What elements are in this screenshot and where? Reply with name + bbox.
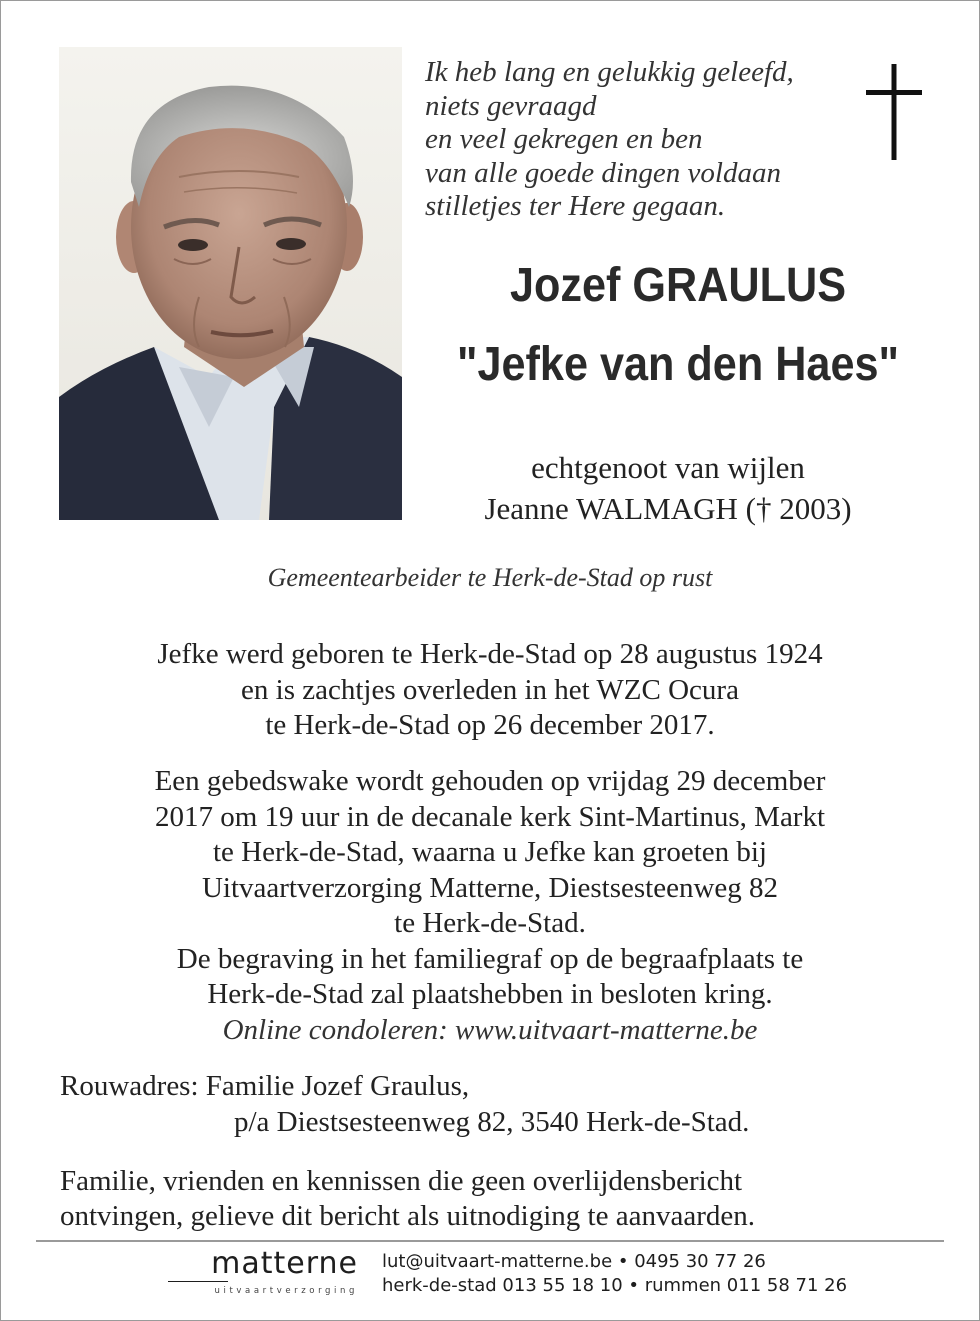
poem (425, 56, 865, 224)
ceremony-line: De begraving in het familiegraf op de begraafplaats te (176, 942, 804, 975)
ceremony-line: te Herk-de-Stad. (394, 907, 586, 939)
birth-paragraph (0, 637, 980, 744)
notice-line: ontvingen, gelieve dit bericht als uitnodiging te aanvaarden. (60, 1200, 755, 1232)
birth-line: te Herk-de-Stad op 26 december 2017. (265, 709, 715, 741)
poem-line: stilletjes ter Here gegaan. (425, 190, 726, 222)
ceremony-line: Uitvaartverzorging Matterne, Diestsesteenweg 82 (201, 871, 779, 904)
ceremony-line: Herk-de-Stad zal plaatshebben in besloten kring. (207, 978, 773, 1010)
logo-wordmark: matterne (211, 1246, 358, 1281)
ceremony-line: 2017 om 19 uur in de decanale kerk Sint-Martinus, Markt (154, 800, 826, 833)
ceremony-line: te Herk-de-Stad, waarna u Jefke kan groeten bij (213, 836, 767, 868)
condolence-link[interactable]: Online condoleren: www.uitvaart-matterne.be (222, 1013, 758, 1046)
cross-icon (866, 64, 922, 160)
spouse-name: Jeanne WALMAGH († 2003) (484, 491, 852, 526)
spouse-line: echtgenoot van wijlen (531, 450, 805, 485)
contact-line: herk-de-stad 013 55 18 10 • rummen 011 58 71 26 (382, 1275, 848, 1296)
logo-subtitle: uitvaartverzorging (214, 1286, 358, 1296)
poem-line: en veel gekregen en ben (425, 123, 703, 155)
birth-line: en is zachtjes overleden in het WZC Ocura (241, 673, 739, 706)
contact-line[interactable]: lut@uitvaart-matterne.be • 0495 30 77 26 (382, 1251, 766, 1272)
family-notice (60, 1164, 755, 1234)
mourning-address (60, 1068, 749, 1140)
logo-underline (168, 1281, 228, 1282)
footer-contact (382, 1250, 847, 1298)
deceased-name: Jozef GRAULUS (509, 259, 847, 312)
address-line: Rouwadres: Familie Jozef Graulus, (60, 1070, 470, 1102)
ceremony-line: Een gebedswake wordt gehouden op vrijdag 29 december (154, 765, 826, 797)
deceased-nickname: "Jefke van den Haes" (457, 338, 899, 391)
poem-line: van alle goede dingen voldaan (425, 156, 781, 189)
portrait-photo (59, 47, 402, 520)
address-line: p/a Diestsesteenweg 82, 3540 Herk-de-Stad. (234, 1106, 750, 1138)
birth-line: Jefke werd geboren te Herk-de-Stad op 28 augustus 1924 (157, 638, 823, 670)
poem-line: niets gevraagd (425, 89, 597, 122)
poem-line: Ik heb lang en gelukkig geleefd, (425, 56, 794, 88)
occupation: Gemeentearbeider te Herk-de-Stad op rust (267, 563, 713, 592)
matterne-logo (168, 1246, 358, 1302)
ceremony-paragraph (0, 764, 980, 1048)
notice-line: Familie, vrienden en kennissen die geen overlijdensbericht (60, 1165, 743, 1197)
footer-divider (36, 1240, 944, 1242)
